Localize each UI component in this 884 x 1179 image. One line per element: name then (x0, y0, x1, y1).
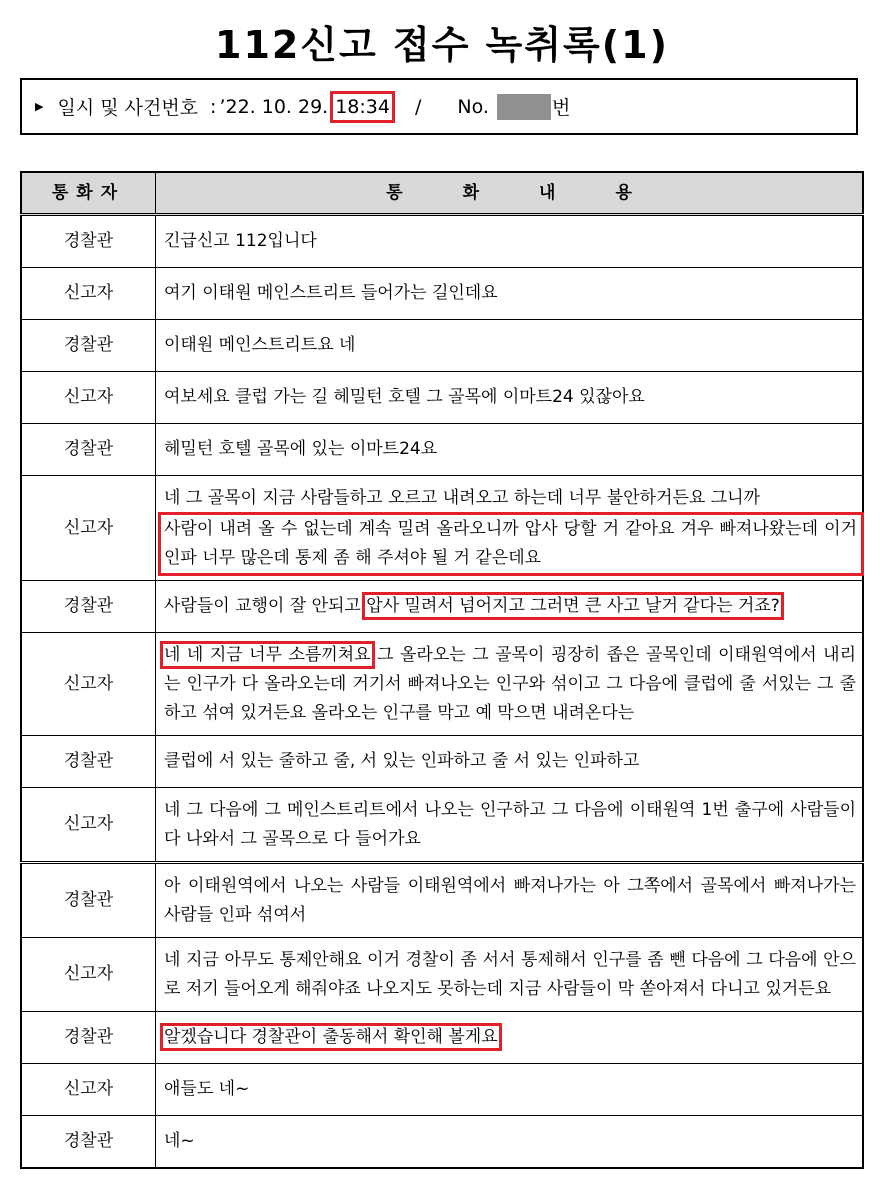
table-row (21, 1064, 863, 1116)
call-date: ’22. 10. 29. (219, 95, 329, 118)
transcript-table (20, 171, 864, 1169)
table-row (21, 424, 863, 476)
table-row (21, 633, 863, 736)
table-row (21, 788, 863, 863)
table-row (21, 268, 863, 320)
content-text: 그 올라오는 그 골목이 굉장히 좁은 골목인데 이태원역에서 내리는 인구가 다 올라오는데 거기서 빠져나오는 인구와 섞이고 그 다음에 클럽에 줄 서있는 그 줄하고 섞여 있거든요 올라오는 인구를 막고 예 막으면 내려온다는 (164, 645, 856, 723)
table-row (21, 320, 863, 372)
speaker-cell: 경찰관 (21, 215, 156, 268)
header-content-char: 내 (539, 182, 556, 203)
content-cell: 여기 이태원 메인스트리트 들어가는 길인데요 (156, 268, 864, 320)
table-row (21, 215, 863, 268)
content-cell: 여보세요 클럽 가는 길 헤밀턴 호텔 그 골목에 이마트24 있잖아요 (156, 372, 864, 424)
content-cell: 아 이태원역에서 나오는 사람들 이태원역에서 빠져나가는 아 그쪽에서 골목에서 빠져나가는 사람들 인파 섞여서 (156, 863, 864, 938)
speaker-cell: 신고자 (21, 938, 156, 1012)
speaker-cell: 경찰관 (21, 1012, 156, 1064)
header-content-char: 화 (462, 182, 479, 203)
content-cell (156, 476, 864, 581)
content-cell (156, 1012, 864, 1064)
label-separator: : (210, 95, 217, 118)
header-speaker: 통화자 (21, 172, 156, 215)
speaker-cell: 경찰관 (21, 863, 156, 938)
speaker-cell: 신고자 (21, 788, 156, 863)
redacted-case-number (497, 94, 551, 120)
table-row (21, 938, 863, 1012)
speaker-cell: 경찰관 (21, 736, 156, 788)
table-row (21, 372, 863, 424)
table-row (21, 581, 863, 633)
table-row (21, 736, 863, 788)
content-cell: 네~ (156, 1116, 864, 1169)
document-title: 112신고 접수 녹취록(1) (215, 23, 669, 67)
table-row (21, 863, 863, 938)
speaker-cell: 경찰관 (21, 424, 156, 476)
table-row (21, 1116, 863, 1169)
content-cell: 애들도 네~ (156, 1064, 864, 1116)
speaker-cell: 신고자 (21, 268, 156, 320)
header-content-char: 용 (615, 182, 632, 203)
speaker-cell: 경찰관 (21, 320, 156, 372)
content-cell (156, 581, 864, 633)
header-content-char: 통 (386, 182, 403, 203)
table-row (21, 1012, 863, 1064)
highlighted-statement: 압사 밀려서 넘어지고 그러면 큰 사고 날거 같다는 거죠? (366, 596, 780, 616)
triangle-bullet-icon: ▶ (35, 100, 44, 113)
speaker-cell: 경찰관 (21, 1116, 156, 1169)
content-cell (156, 633, 864, 736)
content-cell: 긴급신고 112입니다 (156, 215, 864, 268)
table-header-row (21, 172, 863, 215)
case-info-box (20, 78, 858, 135)
highlighted-statement: 알겠습니다 경찰관이 출동해서 확인해 볼게요 (164, 1027, 498, 1047)
speaker-cell: 신고자 (21, 372, 156, 424)
slash-separator: / (414, 95, 422, 118)
table-row (21, 476, 863, 581)
case-number-label: No. (457, 95, 489, 118)
header-content (156, 172, 864, 215)
speaker-cell: 신고자 (21, 633, 156, 736)
content-cell: 클럽에 서 있는 줄하고 줄, 서 있는 인파하고 줄 서 있는 인파하고 (156, 736, 864, 788)
content-cell: 이태원 메인스트리트요 네 (156, 320, 864, 372)
speaker-cell: 신고자 (21, 1064, 156, 1116)
call-time: 18:34 (330, 91, 395, 123)
content-cell: 네 그 다음에 그 메인스트리트에서 나오는 인구하고 그 다음에 이태원역 1번 출구에 사람들이 다 나와서 그 골목으로 다 들어가요 (156, 788, 864, 863)
content-text: 네 그 골목이 지금 사람들하고 오르고 내려오고 하는데 너무 불안하거든요 그니까 (164, 488, 760, 508)
highlighted-statement: 네 네 지금 너무 소름끼쳐요 (164, 645, 371, 665)
speaker-cell: 경찰관 (21, 581, 156, 633)
case-number-suffix: 번 (551, 97, 571, 119)
content-cell: 헤밀턴 호텔 골목에 있는 이마트24요 (156, 424, 864, 476)
content-text: 사람들이 교행이 잘 안되고 (164, 596, 367, 616)
highlighted-statement: 사람이 내려 올 수 없는데 계속 밀려 올라오니까 압사 당할 거 같아요 겨우 빠져나왔는데 이거 인파 너무 많은데 통제 좀 해 주셔야 될 거 같은데요 (158, 512, 864, 576)
content-cell: 네 지금 아무도 통제안해요 이거 경찰이 좀 서서 통제해서 인구를 좀 뺀 다음에 그 다음에 안으로 저기 들어오게 해줘야죠 나오지도 못하는데 지금 사람들이 막 쏟아져서 다니고 있거든요 (156, 938, 864, 1012)
datetime-label: 일시 및 사건번호 (57, 97, 199, 119)
speaker-cell: 신고자 (21, 476, 156, 581)
